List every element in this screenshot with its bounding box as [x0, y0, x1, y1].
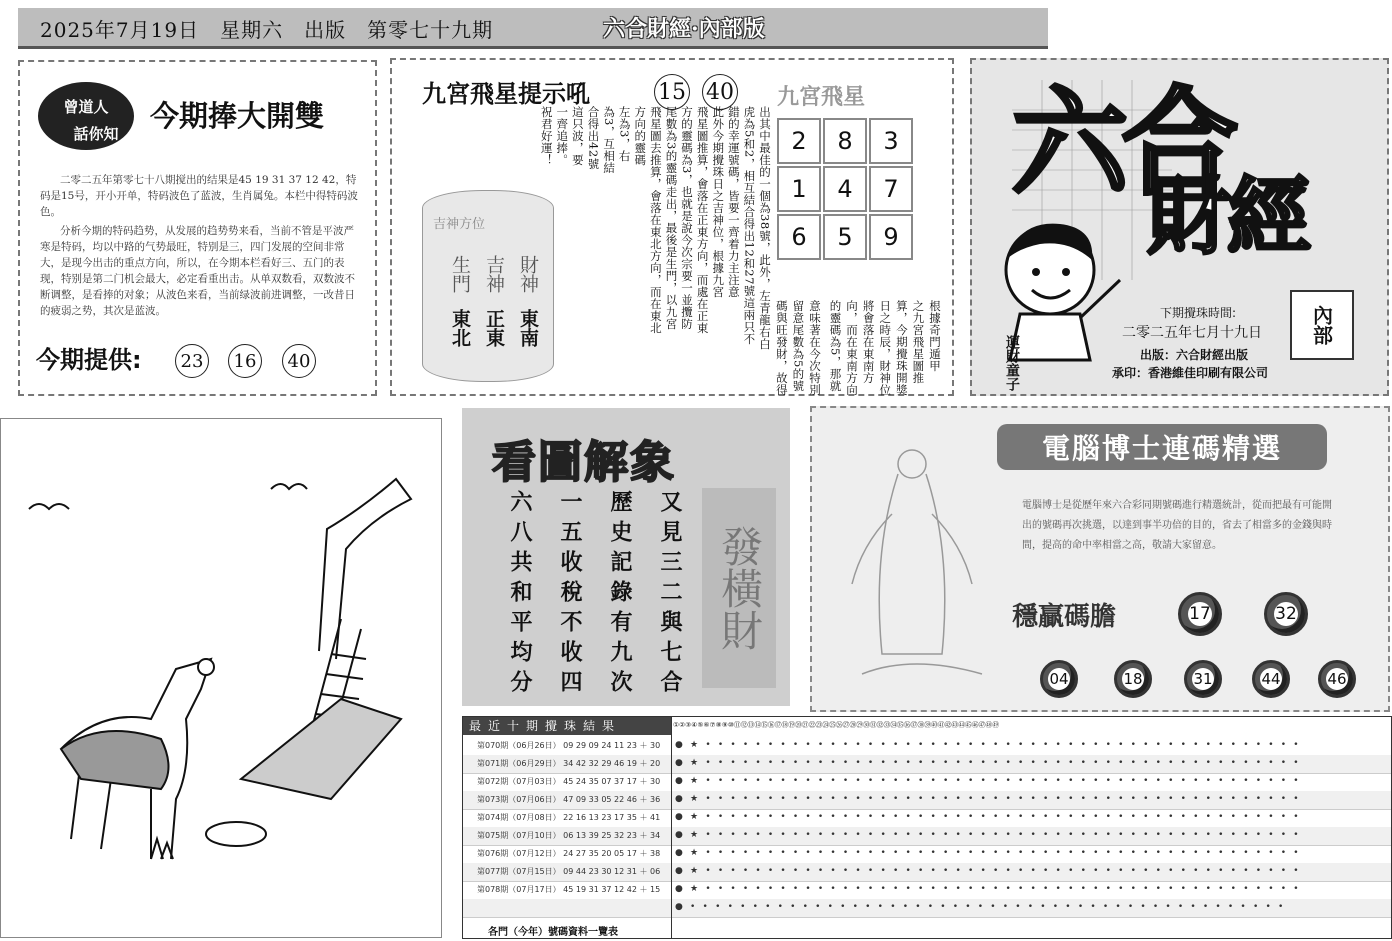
- table-row: [463, 845, 1391, 864]
- text-column: 為3，互相結: [602, 106, 617, 174]
- text-column: 留意尾數為5的號: [791, 300, 806, 392]
- internal-stamp: 內部: [1290, 290, 1354, 360]
- title-number: 15: [654, 74, 690, 110]
- poem-line: 又見三二與七合: [657, 490, 683, 700]
- provide-label: 今期提供:: [36, 346, 142, 374]
- masthead-title-bottom: 財經: [1147, 168, 1308, 266]
- row-marks: ●★••••••••••••••••••••••••••••••••••••••••••••••••: [675, 758, 1306, 768]
- lottery-ball: [1252, 660, 1290, 698]
- row-marks: ●★••••••••••••••••••••••••••••••••••••••••••••••••: [675, 794, 1306, 804]
- lottery-ball: [1040, 660, 1078, 698]
- row-marks: ●★••••••••••••••••••••••••••••••••••••••••••••••••: [675, 776, 1306, 786]
- column-divider: [671, 717, 672, 938]
- provide-number: 23: [175, 344, 209, 378]
- riddle-cartoon-panel: [0, 418, 442, 938]
- grid-cell: 6: [777, 214, 821, 260]
- provide-number: 40: [282, 344, 316, 378]
- row-label: 第075期（07月10日） 06 13 39 25 32 23 ＋ 34: [477, 831, 661, 840]
- text-column: 的靈碼為5，那就: [828, 300, 843, 392]
- table-row: [463, 737, 1391, 756]
- row-label: 第071期（06月29日） 34 42 32 29 46 19 ＋ 20: [477, 759, 661, 768]
- bubble-line-1: 曾道人: [63, 98, 109, 116]
- cylinder-direction: 正東: [483, 309, 505, 347]
- grid-cell: 5: [823, 214, 867, 260]
- ball-number: 18: [1123, 670, 1143, 688]
- next-draw-label: 下期攪珠時間:: [1160, 306, 1237, 320]
- table-row: [463, 791, 1391, 810]
- table-row: [463, 863, 1391, 882]
- text-column: 向，而在東南方向: [845, 300, 860, 396]
- mascot-label: 運財童子: [1004, 335, 1020, 391]
- recent-results-table: [462, 716, 1392, 939]
- picture-riddle-title: 看圖解象: [492, 437, 676, 488]
- column-paragraph-2: 分析今期的特码趋势，从发展的趋势势来看，当前不管是平波严寒是特码，均以中路的气势最旺，特别是三，四门发展的空间非常大，是现今出击的重点方向，所以，在今期本栏看好三、五门的表现，特别是第二门机会最大，必定看重出击。从单双数看，双数波不断调整，是看捧的对象；从波色来看，当前绿波前进调整，一改昔日的疲弱之势，其次是蓝波。: [40, 225, 355, 317]
- column-box-daoren: [18, 60, 377, 396]
- column-title: 今期捧大開雙: [150, 99, 325, 133]
- row-marks: ●★••••••••••••••••••••••••••••••••••••••••••••••••: [675, 740, 1306, 750]
- number-header-row: ①②③④⑤⑥⑦⑧⑨⑩⑪⑫⑬⑭⑮⑯⑰⑱⑲⑳㉑㉒㉓㉔㉕㉖㉗㉘㉙㉚㉛㉜㉝㉞㉟㊱㊲㊳㊴㊵㊶㊷㊸㊹㊺㊻㊼㊽㊾: [673, 721, 1000, 729]
- table-row: [463, 755, 1391, 774]
- issue-date-line: 2025年7月19日 星期六 出版 第零七十九期: [40, 18, 494, 42]
- fortune-sign: 發橫財: [702, 488, 776, 688]
- vertical-text-area-2: [828, 300, 942, 396]
- ball-number: 44: [1261, 670, 1281, 688]
- text-column: 此外今期攪珠日之吉神位，根據九宮: [711, 106, 726, 298]
- text-column: 出其中最佳的一個為38號，此外，左青龍右白: [758, 106, 772, 350]
- grid-cell: 1: [777, 166, 821, 212]
- lottery-ball: [1184, 660, 1222, 698]
- grid-cell: 3: [869, 118, 913, 164]
- nine-palace-grid: [777, 118, 917, 278]
- grid-cell: 7: [869, 166, 913, 212]
- computer-doctor-description: 電腦博士是從歷年來六合彩同期號碼進行精選統計，從而把最有可能開出的號碼再次挑選，以達到事半功倍的目的，省去了相當多的金錢與時間，提高的命中率相當之高，敬請大家留意。: [1022, 500, 1332, 551]
- row-label: 第078期（07月17日） 45 19 31 37 12 42 ＋ 15: [477, 885, 661, 894]
- brand-title: 六合財經·內部版: [603, 16, 765, 42]
- table-row: [463, 881, 1391, 900]
- nine-palace-grid-title: 九宮飛星: [777, 85, 866, 110]
- text-column: 虎為5和2，相互結合得出12和27號這兩只不: [742, 106, 757, 345]
- sage-figure-illustration: [832, 434, 1002, 694]
- text-column: 飛星圖推算，會落在正東方向，而處在正東: [695, 106, 710, 334]
- ball-number: 17: [1189, 604, 1211, 624]
- grid-cell: 8: [823, 118, 867, 164]
- lottery-ball: [1178, 592, 1222, 636]
- column-body: [40, 172, 358, 322]
- results-table-footer: 各門（今年）號碼資料一覽表: [488, 927, 618, 938]
- text-column: 飛星圖去推算，會落在東北方向，而在東北: [648, 106, 663, 334]
- cylinder-label: 財神: [517, 255, 539, 293]
- text-column: 合得出42號: [586, 106, 601, 170]
- row-label: 第073期（07月06日） 47 09 33 05 22 46 ＋ 36: [477, 795, 661, 804]
- computer-doctor-banner: 電腦博士連碼精選: [997, 424, 1327, 470]
- nine-palace-box: [390, 58, 954, 396]
- grid-cell: 9: [869, 214, 913, 260]
- row-marks: ●★••••••••••••••••••••••••••••••••••••••••••••••••: [675, 812, 1306, 822]
- results-table-body: [463, 737, 1391, 917]
- row-label: 第074期（07月08日） 22 16 13 23 17 35 ＋ 41: [477, 813, 661, 822]
- column-paragraph-1: 二零二五年第零七十八期搅出的结果是45 19 31 37 12 42，特码是15号，开小开单，特码波色了蓝波，生肖属兔。本栏中得特码波色。: [40, 174, 358, 218]
- ball-number: 32: [1275, 604, 1297, 624]
- computer-doctor-box: [810, 406, 1390, 712]
- cylinder-direction: 東北: [449, 309, 471, 347]
- printer-line: 承印：香港維佳印刷有限公司: [1112, 366, 1269, 380]
- nine-palace-title: 九宮飛星提示吼: [422, 80, 590, 108]
- text-column: 算，今期攪珠開獎: [894, 300, 909, 396]
- cylinder-heading: 吉神方位: [433, 217, 486, 232]
- text-column: 根據奇門遁甲: [928, 300, 942, 372]
- poem-line: 六八共和平均分: [507, 490, 533, 700]
- text-column: 方的靈碼為3，也就是說今次宗要一並攬防: [680, 106, 695, 330]
- text-column: 碼與旺發財，故得: [774, 300, 789, 396]
- row-marks: ●★••••••••••••••••••••••••••••••••••••••••••••••••: [675, 848, 1306, 858]
- results-table-header: 最近十期攪珠結果: [463, 717, 671, 735]
- poem-line: 一五收稅不收四: [557, 490, 583, 700]
- cylinder-label: 吉神: [483, 255, 505, 293]
- sure-win-label: 穩贏碼膽: [1012, 602, 1117, 632]
- vertical-text-area-3: [692, 300, 822, 396]
- grid-cell: 4: [823, 166, 867, 212]
- text-column: 日之時辰，財神位: [878, 300, 893, 396]
- table-row: [463, 899, 1391, 918]
- text-column: 左為3，右: [617, 106, 632, 162]
- next-draw-date: 二零二五年七月十九日: [1122, 325, 1262, 341]
- lottery-ball: [1318, 660, 1356, 698]
- text-column: 將會落在東南方: [861, 300, 876, 384]
- picture-riddle-box: [462, 408, 790, 706]
- row-marks: ●★••••••••••••••••••••••••••••••••••••••••••••••••: [675, 830, 1306, 840]
- provide-number: 16: [228, 344, 262, 378]
- text-column: 一齊追捧。: [555, 106, 570, 166]
- row-marks: ●••••••••••••••••••••••••••••••••••••••••••••••••: [675, 902, 1291, 912]
- poem-line: 歷史記錄有九次: [607, 490, 633, 700]
- lottery-ball: [1114, 660, 1152, 698]
- row-marks: ●★••••••••••••••••••••••••••••••••••••••••••••••••: [675, 866, 1306, 876]
- row-label: 第076期（07月12日） 24 27 35 20 05 17 ＋ 38: [477, 849, 661, 858]
- row-marks: ●★••••••••••••••••••••••••••••••••••••••••••••••••: [675, 884, 1306, 894]
- row-label: 第077期（07月15日） 09 44 23 30 12 31 ＋ 06: [477, 867, 661, 876]
- lottery-ball: [1264, 592, 1308, 636]
- bubble-line-2: 話你知: [73, 125, 119, 143]
- text-column: 之九宮飛星圖推: [911, 300, 926, 384]
- text-column: 意味著在今次特別: [808, 300, 822, 396]
- ball-number: 31: [1193, 670, 1213, 688]
- row-label: 第070期（06月26日） 09 29 09 24 11 23 ＋ 30: [477, 741, 661, 750]
- text-column: 尾數為3的靈碼走出，最後是生門，以九宮: [664, 106, 679, 330]
- table-row: [463, 773, 1391, 792]
- text-column: 方向的靈碼: [633, 106, 648, 166]
- table-row: [463, 809, 1391, 828]
- publisher-line: 出版：六合財經出版: [1140, 348, 1249, 362]
- text-column: 祝君好運！: [539, 106, 554, 166]
- table-row: [463, 827, 1391, 846]
- lucky-direction-cylinder: [422, 190, 554, 382]
- ball-number: 04: [1049, 670, 1069, 688]
- row-label: 第072期（07月03日） 45 24 35 07 37 17 ＋ 30: [477, 777, 661, 786]
- masthead-box: [970, 58, 1389, 396]
- ball-number: 46: [1327, 670, 1347, 688]
- cylinder-label: 生門: [449, 255, 471, 293]
- text-column: 錯的幸運號碼，皆要一齊着力主注意: [726, 106, 741, 298]
- speech-bubble-icon: [38, 82, 134, 150]
- text-column: 這只波，要: [570, 106, 585, 166]
- top-header-bar: [18, 8, 1048, 49]
- cylinder-direction: 東南: [517, 309, 539, 347]
- title-number: 40: [702, 74, 738, 110]
- donkey-ladder-illustration: [1, 419, 441, 937]
- masthead-title-top: 六合: [1012, 76, 1232, 211]
- grid-cell: 2: [777, 118, 821, 164]
